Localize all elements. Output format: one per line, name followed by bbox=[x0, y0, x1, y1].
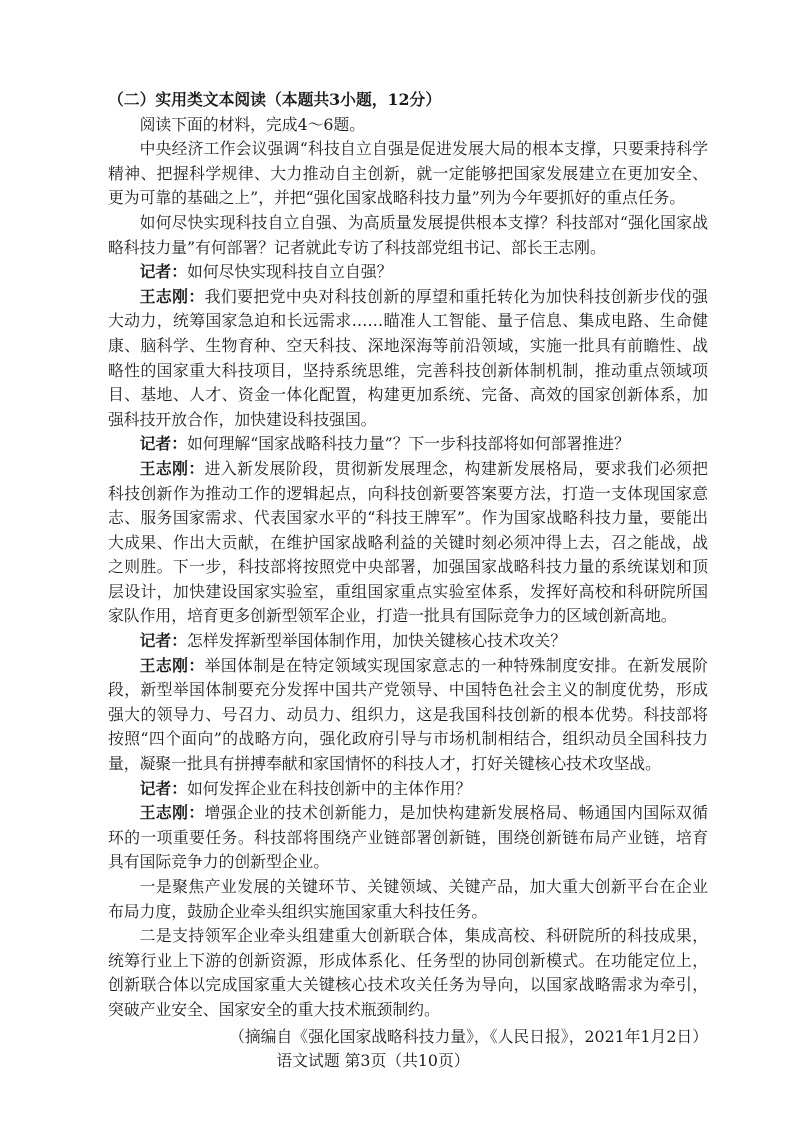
answer-4 bbox=[108, 801, 708, 875]
question-2 bbox=[108, 432, 708, 457]
source-citation: （摘编自《强化国家战略科技力量》，《人民日报》，2021年1月2日） bbox=[229, 1026, 708, 1046]
answer-4-point-1 bbox=[108, 875, 708, 924]
paragraph-text: 我们要把党中央对科技创新的厚望和重托转化为加快科技创新步伐的强大动力，统筹国家急迫和长远需求……瞄准人工智能、量子信息、集成电路、生命健康、脑科学、生物育种、空天科技、深地深海等前沿领域，实施一批具有前瞻性、战略性的国家重大科技项目，坚持系统思维，完善科技创新体制机制，推动重点领域项目、基地、人才、资金一体化配置，构建更加系统、完备、高效的国家创新体系，加强科技开放合作，加快建设科技强国。 bbox=[108, 286, 708, 429]
paragraph-text: 如何理解“国家战略科技力量”？下一步科技部将如何部署推进？ bbox=[187, 434, 630, 454]
paragraph-intro-2 bbox=[108, 211, 708, 260]
speaker-label: 王志刚： bbox=[139, 655, 205, 675]
paragraph-text: 如何尽快实现科技自立自强、为高质量发展提供根本支撑？科技部对“强化国家战略科技力量”有何部署？记者就此专访了科技部党组书记、部长王志刚。 bbox=[108, 212, 708, 257]
answer-4-point-2 bbox=[108, 924, 708, 1022]
paragraph-text: 一是聚焦产业发展的关键环节、关键领域、关键产品，加大重大创新平台在企业布局力度，鼓励企业牵头组织实施国家重大科技任务。 bbox=[108, 877, 708, 921]
paragraph-text: 二是支持领军企业牵头组建重大创新联合体，集成高校、科研院所的科技成果，统筹行业上下游的创新资源，形成体系化、任务型的协同创新模式。在功能定位上，创新联合体以完成国家重大关键核心技术攻关任务为导向，以国家战略需求为牵引，突破产业安全、国家安全的重大技术瓶颈制约。 bbox=[108, 926, 708, 1019]
paragraph-text: 举国体制是在特定领域实现国家意志的一种特殊制度安排。在新发展阶段，新型举国体制要充分发挥中国共产党领导、中国特色社会主义的制度优势，形成强大的领导力、号召力、动员力、组织力，这是我国科技创新的根本优势。科技部将按照“四个面向”的战略方向，强化政府引导与市场机制相结合，组织动员全国科技力量，凝聚一批具有拼搏奉献和家国情怀的科技人才，打好关键核心技术攻坚战。 bbox=[108, 655, 708, 774]
speaker-label: 王志刚： bbox=[139, 803, 205, 823]
document-page bbox=[108, 88, 708, 1074]
paragraph-text: 增强企业的技术创新能力，是加快构建新发展格局、畅通国内国际双循环的一项重要任务。科技部将围绕产业链部署创新链，围绕创新链布局产业链，培育具有国际竞争力的创新型企业。 bbox=[108, 803, 708, 872]
speaker-label: 记者： bbox=[139, 778, 187, 798]
answer-2 bbox=[108, 457, 708, 629]
question-1 bbox=[108, 260, 708, 285]
speaker-label: 记者： bbox=[139, 434, 187, 454]
paragraph-intro-1 bbox=[108, 137, 708, 211]
paragraph-text: 如何尽快实现科技自立自强？ bbox=[187, 262, 393, 282]
instruction-text: 阅读下面的材料，完成4～6题。 bbox=[139, 114, 366, 134]
paragraph-text: 中央经济工作会议强调“科技自立自强是促进发展大局的根本支撑，只要秉持科学精神、把握科学规律、大力推动自主创新，就一定能够把国家发展建立在更加安全、更为可靠的基础之上”，并把“强化国家战略科技力量”列为今年要抓好的重点任务。 bbox=[108, 139, 708, 208]
speaker-label: 王志刚： bbox=[139, 458, 205, 478]
answer-1 bbox=[108, 285, 708, 433]
paragraph-text: 怎样发挥新型举国体制作用，加快关键核心技术攻关？ bbox=[187, 631, 567, 651]
speaker-label: 记者： bbox=[139, 631, 187, 651]
speaker-label: 记者： bbox=[139, 262, 187, 282]
question-3 bbox=[108, 629, 708, 654]
paragraph-text: 如何发挥企业在科技创新中的主体作用？ bbox=[187, 778, 472, 798]
page-footer: 语文试题 第3页（共10页） bbox=[276, 1051, 470, 1071]
speaker-label: 王志刚： bbox=[139, 286, 205, 306]
paragraph-text: 进入新发展阶段，贯彻新发展理念，构建新发展格局，要求我们必须把科技创新作为推动工作的逻辑起点，向科技创新要答案要方法，打造一支体现国家意志、服务国家需求、代表国家水平的“科技王牌军”。作为国家战略科技力量，要能出大成果、作出大贡献，在维护国家战略利益的关键时刻必须冲得上去，召之能战，战之则胜。下一步，科技部将按照党中央部署，加强国家战略科技力量的系统谋划和顶层设计，加快建设国家实验室，重组国家重点实验室体系，发挥好高校和科研院所国家队作用，培育更多创新型领军企业，打造一批具有国际竞争力的区域创新高地。 bbox=[108, 458, 708, 626]
answer-3 bbox=[108, 654, 708, 777]
question-4 bbox=[108, 777, 708, 802]
section-title: （二）实用类文本阅读（本题共3小题，12分） bbox=[108, 90, 442, 109]
